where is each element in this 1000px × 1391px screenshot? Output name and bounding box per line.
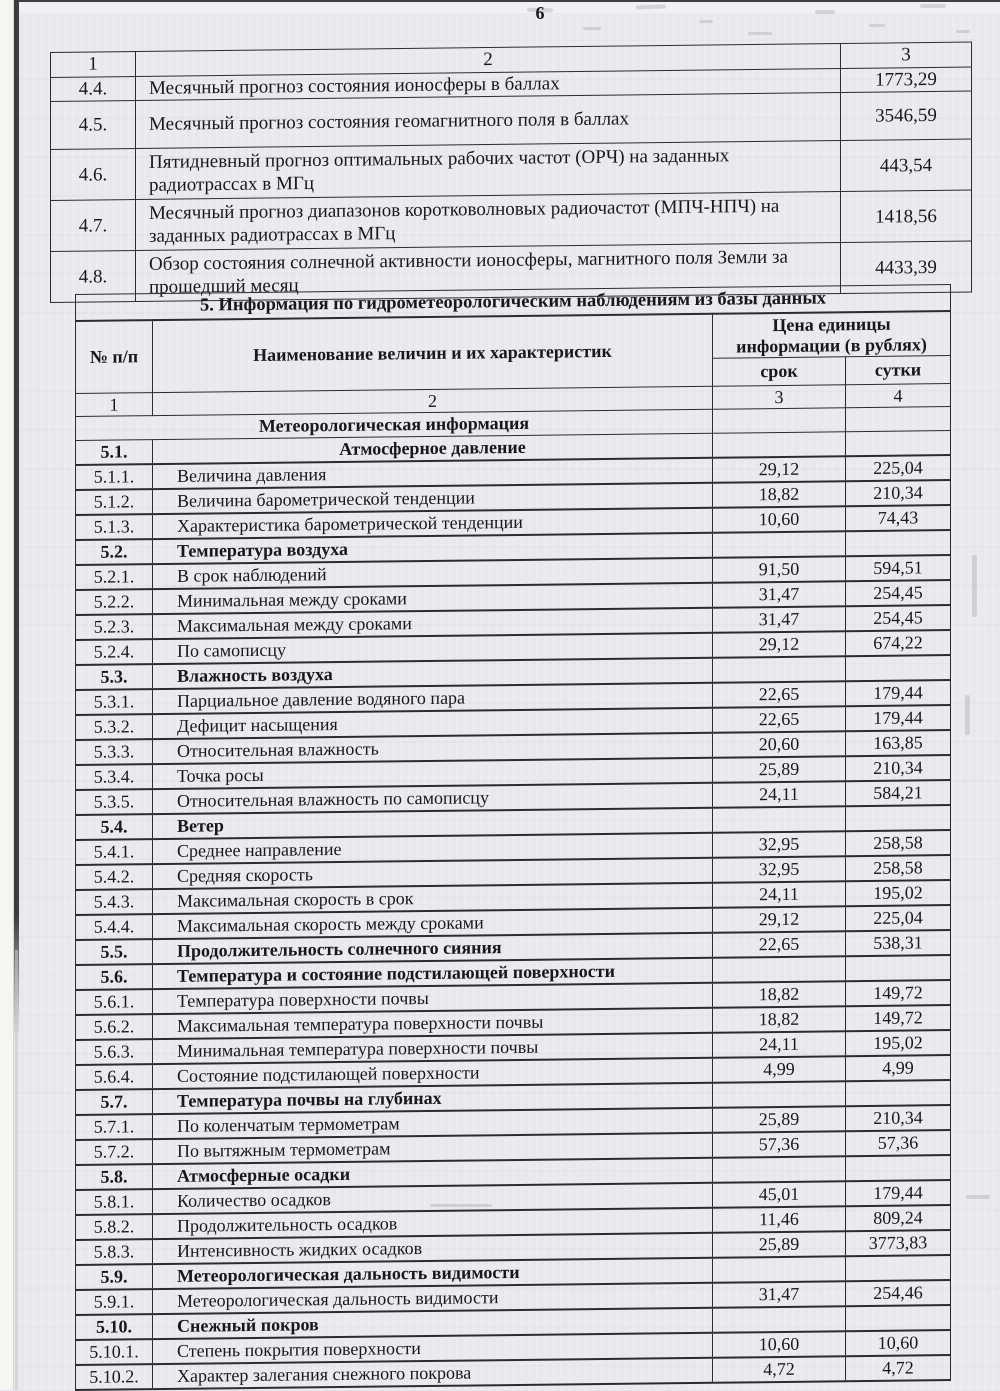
row-number-cell: 5.6.4. xyxy=(76,1064,153,1090)
item-name-cell: По вытяжным термометрам xyxy=(153,1133,713,1164)
price-srok-cell: 31,47 xyxy=(713,606,846,633)
item-name-cell: Состояние подстилающей поверхности xyxy=(153,1058,713,1089)
price-srok-cell: 10,60 xyxy=(713,1331,846,1358)
item-name-cell: По самописцу xyxy=(153,633,713,664)
header-name-column: Наименование величин и их характеристик xyxy=(153,314,713,393)
row-number-cell: 5.7. xyxy=(76,1089,153,1115)
hydromet-price-table xyxy=(75,284,951,1391)
price-sutki-cell: 179,44 xyxy=(846,705,951,731)
item-name-cell: Средняя скорость xyxy=(153,858,713,889)
price-srok-cell xyxy=(713,531,846,558)
forecast-price-table xyxy=(50,42,972,303)
scan-edge-left-margin xyxy=(0,0,14,1390)
price-srok-cell: 29,12 xyxy=(713,631,846,658)
price-sutki-cell: 225,04 xyxy=(846,905,951,931)
item-name-cell: Атмосферное давление xyxy=(153,433,713,464)
price-sutki-cell: 584,21 xyxy=(846,780,951,806)
item-name-cell: Влажность воздуха xyxy=(153,658,713,689)
item-name-cell: Максимальная скорость между сроками xyxy=(153,908,713,939)
row-number-cell: 5.4.4. xyxy=(76,914,153,940)
price-srok-cell: 24,11 xyxy=(713,781,846,808)
price-srok-cell: 18,82 xyxy=(713,981,846,1008)
item-name-cell: Температура поверхности почвы xyxy=(153,983,713,1014)
row-number-cell: 5.2.4. xyxy=(76,639,153,665)
price-sutki-cell: 57,36 xyxy=(846,1130,951,1156)
price-sutki-cell xyxy=(846,1255,951,1281)
item-name-cell: Ветер xyxy=(153,808,713,839)
header-number-column: № п/п xyxy=(76,320,153,393)
price-srok-cell: 22,65 xyxy=(713,706,846,733)
hydromet-table-body xyxy=(76,431,951,1390)
price-srok-cell xyxy=(713,1306,846,1333)
row-number-cell: 4.5. xyxy=(51,101,136,150)
price-srok-cell: 20,60 xyxy=(713,731,846,758)
item-name-cell: Продолжительность солнечного сияния xyxy=(153,933,713,964)
price-srok-cell: 45,01 xyxy=(713,1181,846,1208)
price-srok-cell: 18,82 xyxy=(713,481,846,508)
item-name-cell: Метеорологическая дальность видимости xyxy=(153,1283,713,1314)
item-name-cell: Метеорологическая дальность видимости xyxy=(153,1258,713,1289)
row-number-cell: 5.6.3. xyxy=(76,1039,153,1065)
price-sutki-cell: 179,44 xyxy=(846,680,951,706)
item-name-cell: Точка росы xyxy=(153,758,713,789)
price-sutki-cell: 258,58 xyxy=(846,830,951,856)
table-title: 5. Информация по гидрометеорологическим наблюдениям из базы данных xyxy=(76,285,951,321)
price-sutki-cell: 4,99 xyxy=(846,1055,951,1081)
item-name-cell: Продолжительность осадков xyxy=(153,1208,713,1239)
row-number-cell: 5.8. xyxy=(76,1164,153,1190)
item-name-cell: Среднее направление xyxy=(153,833,713,864)
price-srok-cell xyxy=(713,1256,846,1283)
price-srok-cell: 25,89 xyxy=(713,756,846,783)
row-number-cell: 5.10. xyxy=(76,1314,153,1340)
price-srok-cell: 22,65 xyxy=(713,931,846,958)
item-name-cell: Относительная влажность xyxy=(153,733,713,764)
price-sutki-cell: 210,34 xyxy=(846,1105,951,1131)
item-name-cell: Степень покрытия поверхности xyxy=(153,1333,713,1364)
price-srok-cell: 4,99 xyxy=(713,1056,846,1083)
header-price-group xyxy=(713,311,951,358)
column-index-1: 1 xyxy=(76,393,153,417)
item-name-cell: Количество осадков xyxy=(153,1183,713,1214)
column-index-2: 2 xyxy=(136,44,841,77)
price-sutki-cell: 210,34 xyxy=(846,755,951,781)
item-name-cell: Температура воздуха xyxy=(153,533,713,564)
empty-cell xyxy=(713,408,846,434)
price-cell: 1418,56 xyxy=(841,190,972,242)
row-number-cell: 5.3.3. xyxy=(76,739,153,765)
price-sutki-cell: 195,02 xyxy=(846,880,951,906)
price-cell: 443,54 xyxy=(841,139,972,191)
column-index-3: 3 xyxy=(713,385,846,410)
price-sutki-cell: 3773,83 xyxy=(846,1230,951,1256)
price-sutki-cell: 149,72 xyxy=(846,1005,951,1031)
item-name-cell: Температура почвы на глубинах xyxy=(153,1083,713,1114)
price-srok-cell xyxy=(713,656,846,683)
row-number-cell: 5.6.1. xyxy=(76,989,153,1015)
row-number-cell: 5.1.1. xyxy=(76,464,153,490)
price-srok-cell: 32,95 xyxy=(713,831,846,858)
price-srok-cell xyxy=(713,1081,846,1108)
price-srok-cell: 25,89 xyxy=(713,1231,846,1258)
scan-top-light-band xyxy=(0,2,1000,13)
forecast-table-body xyxy=(51,67,972,302)
row-number-cell: 5.1.2. xyxy=(76,489,153,515)
row-number-cell: 5.1.3. xyxy=(76,514,153,540)
row-number-cell: 5.4.3. xyxy=(76,889,153,915)
price-srok-cell: 18,82 xyxy=(713,1006,846,1033)
price-cell: 4433,39 xyxy=(841,241,972,293)
row-number-cell: 5.2.1. xyxy=(76,564,153,590)
price-srok-cell: 22,65 xyxy=(713,681,846,708)
price-srok-cell: 32,95 xyxy=(713,856,846,883)
header-price-group-label: Цена единицы информации (в рублях) xyxy=(736,313,927,356)
price-cell: 1773,29 xyxy=(841,67,972,92)
price-srok-cell: 31,47 xyxy=(713,581,846,608)
price-sutki-cell xyxy=(846,655,951,681)
price-sutki-cell: 254,46 xyxy=(846,1280,951,1306)
price-srok-cell xyxy=(713,432,846,458)
column-index-2: 2 xyxy=(153,386,713,415)
price-srok-cell: 10,60 xyxy=(713,506,846,533)
price-srok-cell: 24,11 xyxy=(713,881,846,908)
price-srok-cell: 24,11 xyxy=(713,1031,846,1058)
row-number-cell: 5.3. xyxy=(76,664,153,690)
price-sutki-cell: 674,22 xyxy=(846,630,951,656)
price-sutki-cell: 809,24 xyxy=(846,1205,951,1231)
item-name-cell: В срок наблюдений xyxy=(153,558,713,589)
item-name-cell: Температура и состояние подстилающей поверхности xyxy=(153,958,713,989)
price-sutki-cell: 4,72 xyxy=(846,1355,951,1381)
row-number-cell: 5.5. xyxy=(76,939,153,965)
row-number-cell: 5.3.4. xyxy=(76,764,153,790)
price-sutki-cell: 163,85 xyxy=(846,730,951,756)
header-sutki-column: сутки xyxy=(846,356,951,385)
column-index-3: 3 xyxy=(841,42,972,68)
row-number-cell: 4.6. xyxy=(51,149,136,201)
row-number-cell: 5.7.2. xyxy=(76,1139,153,1165)
item-name-cell: Месячный прогноз состояния ионосферы в баллах xyxy=(136,69,841,101)
row-number-cell: 4.8. xyxy=(51,251,136,303)
price-sutki-cell: 258,58 xyxy=(846,855,951,881)
row-number-cell: 5.3.2. xyxy=(76,714,153,740)
price-sutki-cell xyxy=(846,805,951,831)
price-sutki-cell xyxy=(846,431,951,457)
row-number-cell: 5.10.2. xyxy=(76,1364,153,1390)
price-sutki-cell: 538,31 xyxy=(846,930,951,956)
item-name-cell: Снежный покров xyxy=(153,1308,713,1339)
page-number: 6 xyxy=(535,3,545,23)
row-number-cell: 5.9. xyxy=(76,1264,153,1290)
row-number-cell: 5.6.2. xyxy=(76,1014,153,1040)
price-sutki-cell: 179,44 xyxy=(846,1180,951,1206)
item-name-cell: Минимальная температура поверхности почвы xyxy=(153,1033,713,1064)
row-number-cell: 5.8.1. xyxy=(76,1189,153,1215)
price-srok-cell: 4,72 xyxy=(713,1356,846,1383)
item-name-cell: Парциальное давление водяного пара xyxy=(153,683,713,714)
row-number-cell: 5.7.1. xyxy=(76,1114,153,1140)
row-number-cell: 4.4. xyxy=(51,77,136,102)
item-name-cell: Обзор состояния солнечной активности ионосферы, магнитного поля Земли за прошедший месяц xyxy=(136,243,841,302)
price-sutki-cell xyxy=(846,955,951,981)
price-sutki-cell xyxy=(846,1155,951,1181)
price-srok-cell xyxy=(713,806,846,833)
price-sutki-cell: 225,04 xyxy=(846,455,951,481)
item-name-cell: Максимальная температура поверхности почвы xyxy=(153,1008,713,1039)
item-name-cell: Максимальная между сроками xyxy=(153,608,713,639)
row-number-cell: 5.6. xyxy=(76,964,153,990)
item-name-cell: Месячный прогноз состояния геомагнитного поля в баллах xyxy=(136,93,841,149)
price-srok-cell xyxy=(713,956,846,983)
price-srok-cell: 25,89 xyxy=(713,1106,846,1133)
price-sutki-cell xyxy=(846,1305,951,1331)
row-number-cell: 4.7. xyxy=(51,200,136,252)
item-name-cell: Характеристика барометрической тенденции xyxy=(153,508,713,539)
row-number-cell: 5.4.2. xyxy=(76,864,153,890)
price-sutki-cell: 254,45 xyxy=(846,580,951,606)
item-name-cell: Величина давления xyxy=(153,458,713,489)
price-sutki-cell: 195,02 xyxy=(846,1030,951,1056)
price-srok-cell: 29,12 xyxy=(713,906,846,933)
item-name-cell: Атмосферные осадки xyxy=(153,1158,713,1189)
row-number-cell: 5.2. xyxy=(76,539,153,565)
item-name-cell: Дефицит насыщения xyxy=(153,708,713,739)
price-srok-cell: 11,46 xyxy=(713,1206,846,1233)
column-index-4: 4 xyxy=(846,384,951,408)
forecast-price-table-wrapper xyxy=(50,42,972,303)
header-srok-column: срок xyxy=(713,357,846,387)
item-name-cell: По коленчатым термометрам xyxy=(153,1108,713,1139)
price-sutki-cell: 74,43 xyxy=(846,505,951,531)
item-name-cell: Месячный прогноз диапазонов коротковолновых радиочастот (МПЧ-НПЧ) на заданных радиотрассах в МГц xyxy=(136,192,841,251)
price-sutki-cell xyxy=(846,530,951,556)
price-sutki-cell: 594,51 xyxy=(846,555,951,581)
row-number-cell: 5.2.3. xyxy=(76,614,153,640)
row-number-cell: 5.8.3. xyxy=(76,1239,153,1265)
item-name-cell: Минимальная между сроками xyxy=(153,583,713,614)
price-sutki-cell: 210,34 xyxy=(846,480,951,506)
price-srok-cell: 29,12 xyxy=(713,456,846,483)
price-srok-cell: 91,50 xyxy=(713,556,846,583)
item-name-cell: Пятидневный прогноз оптимальных рабочих частот (ОРЧ) на заданных радиотрассах в МГц xyxy=(136,141,841,200)
scan-edge-left-dark-line xyxy=(14,0,19,1040)
price-sutki-cell xyxy=(846,1080,951,1106)
price-cell: 3546,59 xyxy=(841,91,972,140)
price-sutki-cell: 149,72 xyxy=(846,980,951,1006)
item-name-cell: Интенсивность жидких осадков xyxy=(153,1233,713,1264)
row-number-cell: 5.3.5. xyxy=(76,789,153,815)
empty-cell xyxy=(846,407,951,432)
row-number-cell: 5.8.2. xyxy=(76,1214,153,1240)
scan-edge-left-faint-line xyxy=(15,950,18,1390)
section-banner: Метеорологическая информация xyxy=(76,409,713,440)
row-number-cell: 5.4.1. xyxy=(76,839,153,865)
column-index-1: 1 xyxy=(51,52,136,78)
item-name-cell: Характер залегания снежного покрова xyxy=(153,1358,713,1389)
row-number-cell: 5.9.1. xyxy=(76,1289,153,1315)
row-number-cell: 5.10.1. xyxy=(76,1339,153,1365)
price-sutki-cell: 254,45 xyxy=(846,605,951,631)
price-sutki-cell: 10,60 xyxy=(846,1330,951,1356)
row-number-cell: 5.1. xyxy=(76,440,153,465)
price-srok-cell: 31,47 xyxy=(713,1281,846,1308)
price-srok-cell: 57,36 xyxy=(713,1131,846,1158)
item-name-cell: Относительная влажность по самописцу xyxy=(153,783,713,814)
item-name-cell: Максимальная скорость в срок xyxy=(153,883,713,914)
row-number-cell: 5.2.2. xyxy=(76,589,153,615)
hydromet-price-table-wrapper xyxy=(75,284,951,1391)
row-number-cell: 5.3.1. xyxy=(76,689,153,715)
price-srok-cell xyxy=(713,1156,846,1183)
item-name-cell: Величина барометрической тенденции xyxy=(153,483,713,514)
row-number-cell: 5.4. xyxy=(76,814,153,840)
